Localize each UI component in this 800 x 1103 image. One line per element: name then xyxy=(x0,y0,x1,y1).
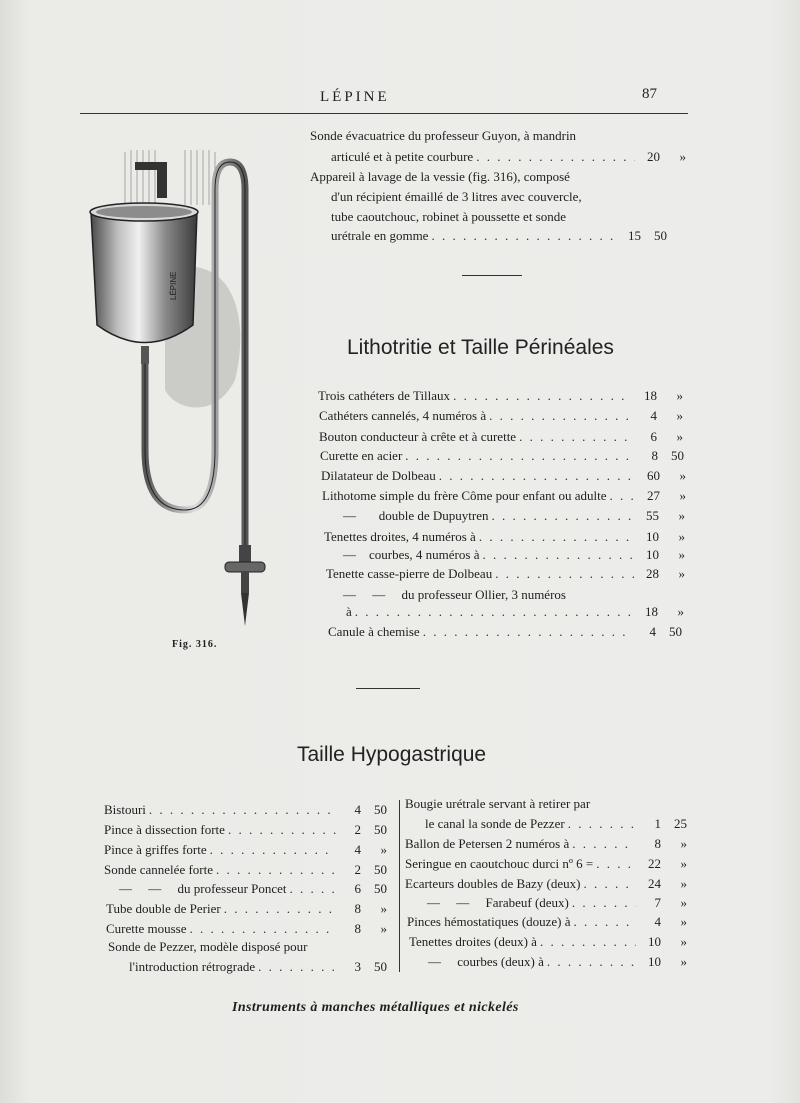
hypogastrique-right-item-line-1: Bougie urétrale servant à retirer par xyxy=(405,796,591,811)
item-price: 20 » xyxy=(647,149,686,164)
lithotritie-item: — double de Dupuytren . . . 55 » xyxy=(343,507,685,525)
hypogastrique-left-item: Tube double de Perier . . . 8 » xyxy=(106,900,387,918)
hypogastrique-left-item: Curette mousse . . . 8 » xyxy=(106,920,387,938)
hypogastrique-left-item: Pince à dissection forte . . . 2 50 xyxy=(104,821,387,839)
section-title-hypogastrique: Taille Hypogastrique xyxy=(297,743,487,766)
hypogastrique-right-item: — — Farabeuf (deux) . . . 7 » xyxy=(427,894,687,912)
lithotritie-item: Tenettes droites, 4 numéros à . . . 10 » xyxy=(324,528,685,546)
figure-caption: Fig. 316. xyxy=(172,639,218,650)
hypogastrique-right-item: Ballon de Petersen 2 numéros à . . . 8 » xyxy=(405,835,687,853)
leader-dots xyxy=(476,148,635,166)
item-label: articulé et à petite courbure xyxy=(331,149,474,164)
vessel-brand-label: LÉPINE xyxy=(169,271,178,300)
hypogastrique-right-item: Seringue en caoutchouc durci nº 6 = . . . 22 » xyxy=(405,855,687,873)
column-divider xyxy=(399,800,400,972)
lithotritie-item-line-1: — — du professeur Ollier, 3 numéros xyxy=(343,587,566,602)
hypogastrique-left-item: l'introduction rétrograde . . . 3 50 xyxy=(129,958,387,976)
section-divider xyxy=(462,275,522,276)
hypogastrique-left-item: — — du professeur Poncet . . . 6 50 xyxy=(119,880,387,898)
running-header-author: LÉPINE xyxy=(320,89,390,105)
page-number: 87 xyxy=(642,86,657,102)
hypogastrique-right-item: Ecarteurs doubles de Bazy (deux) . . . 24 » xyxy=(405,875,687,893)
top-item-1-row xyxy=(331,148,686,166)
lithotritie-item: Curette en acier . . . 8 50 xyxy=(320,447,684,465)
hypogastrique-right-item: Pinces hémostatiques (douze) à . . . 4 » xyxy=(407,913,687,931)
top-item-2-line-1: Appareil à lavage de la vessie (fig. 316), composé xyxy=(310,169,570,184)
lithotritie-item: Tenette casse-pierre de Dolbeau . . . 28 » xyxy=(326,565,685,583)
lithotritie-item: Trois cathéters de Tillaux . . . 18 » xyxy=(318,387,683,405)
lithotritie-item: Cathéters cannelés, 4 numéros à . . . 4 » xyxy=(319,407,683,425)
hypogastrique-left-item-line-1: Sonde de Pezzer, modèle disposé pour xyxy=(108,939,308,954)
leader-dots xyxy=(431,227,616,245)
header-rule xyxy=(80,113,688,114)
hypogastrique-right-item: le canal la sonde de Pezzer . . . 1 25 xyxy=(425,815,687,833)
lithotritie-item: — courbes, 4 numéros à . . . 10 » xyxy=(343,546,685,564)
section-title-lithotritie: Lithotritie et Taille Périnéales xyxy=(347,336,614,359)
top-item-2-line-2: d'un récipient émaillé de 3 litres avec couvercle, xyxy=(331,189,582,204)
footer-heading: Instruments à manches métalliques et nickelés xyxy=(232,1000,519,1015)
top-item-1-line-1: Sonde évacuatrice du professeur Guyon, à mandrin xyxy=(310,128,577,143)
hypogastrique-left-item: Sonde cannelée forte . . . 2 50 xyxy=(104,861,387,879)
lithotritie-item: Bouton conducteur à crête et à curette . . . 6 » xyxy=(319,428,683,446)
item-price: 15 50 xyxy=(628,228,667,243)
irrigation-apparatus-illustration xyxy=(85,150,285,630)
hypogastrique-right-item: — courbes (deux) à . . . 10 » xyxy=(428,953,687,971)
top-item-2-line-3: tube caoutchouc, robinet à poussette et sonde xyxy=(331,209,567,224)
section-divider xyxy=(356,688,420,689)
lithotritie-item: à . . . 18 » xyxy=(346,603,684,621)
hypogastrique-right-item: Tenettes droites (deux) à . . . 10 » xyxy=(409,933,687,951)
hypogastrique-left-item: Pince à griffes forte . . . 4 » xyxy=(104,841,387,859)
lithotritie-item: Dilatateur de Dolbeau . . . 60 » xyxy=(321,467,686,485)
item-label: urétrale en gomme xyxy=(331,228,429,243)
top-item-2-row xyxy=(331,227,667,245)
lithotritie-item: Lithotome simple du frère Côme pour enfant ou adulte . . . 27 » xyxy=(322,487,686,505)
hypogastrique-left-item: Bistouri . . . 4 50 xyxy=(104,801,387,819)
lithotritie-item: Canule à chemise . . . 4 50 xyxy=(328,623,682,641)
